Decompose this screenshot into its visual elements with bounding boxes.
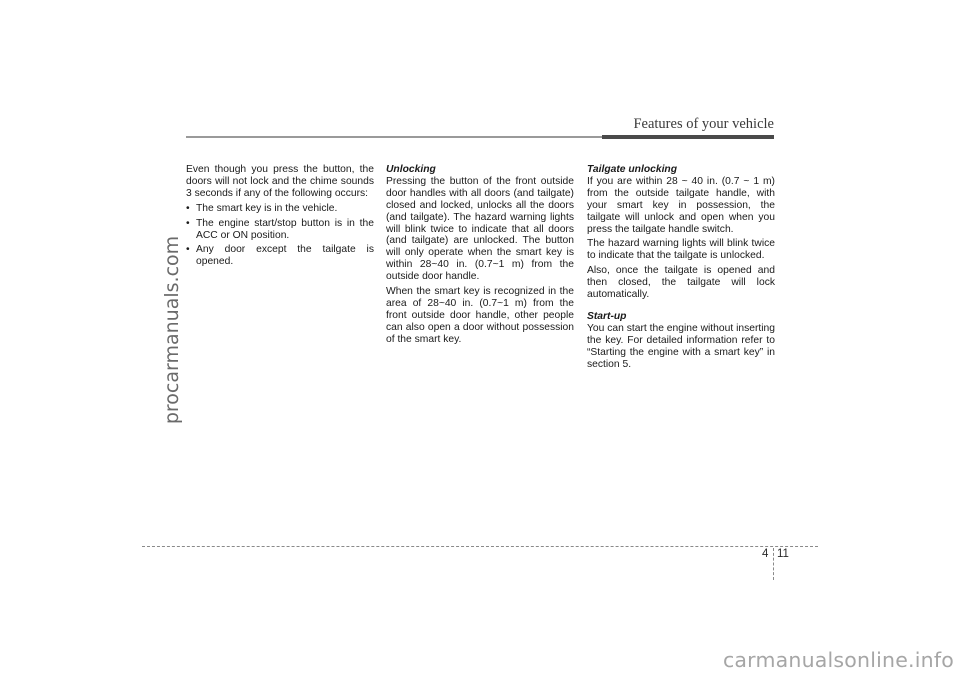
paragraph: When the smart key is recognized in the area of 28~40 in. (0.7~1 m) from the front outside door handle, other people can also open a door without possession of the smart key. — [386, 286, 574, 345]
side-watermark-text: procarmanuals.com — [161, 235, 183, 425]
chapter-number: 4 — [762, 548, 769, 560]
header-rule-accent — [602, 135, 774, 139]
start-up-heading: Start-up — [587, 310, 627, 322]
paragraph: Also, once the tailgate is opened and then closed, the tailgate will lock automatically. — [587, 265, 775, 301]
list-item: • The engine start/stop button is in the ACC or ON position. — [186, 218, 374, 242]
column-2 — [386, 164, 574, 349]
list-item: • The smart key is in the vehicle. — [186, 203, 374, 215]
column-1 — [186, 164, 374, 271]
list-item: • Any door except the tailgate is opened. — [186, 244, 374, 268]
footer-rule — [142, 546, 818, 547]
conditions-list — [186, 203, 374, 269]
section-header-title: Features of your vehicle — [633, 116, 774, 132]
page-number-divider — [773, 548, 774, 580]
paragraph: If you are within 28 ~ 40 in. (0.7 ~ 1 m) from the outside tailgate handle, with your smart key in possession, the tailgate will unlock and open when you press the tailgate handle switch. — [587, 175, 775, 235]
column-3 — [587, 164, 775, 374]
paragraph: Pressing the button of the front outside door handles with all doors (and tailgate) closed and locked, unlocks all the doors (and tailgate). The hazard warning lights will blink twice to indicate that all doors (and tailgate) are unlocked. The button will only operate when the smart key is within 28~40 in. (0.7~1 m) from the outside door handle. — [386, 175, 574, 283]
paragraph: You can start the engine without inserting the key. For detailed information refer to “Starting the engine with a smart key” in section 5. — [587, 322, 775, 370]
paragraph: The hazard warning lights will blink twice to indicate that the tailgate is unlocked. — [587, 238, 775, 262]
unlocking-heading: Unlocking — [386, 164, 436, 175]
intro-paragraph: Even though you press the button, the doors will not lock and the chime sounds 3 seconds if any of the following occurs: — [186, 164, 374, 199]
page-number: 11 — [777, 548, 789, 560]
tailgate-unlocking-heading: Tailgate unlocking — [587, 164, 678, 175]
bottom-watermark: carmanualsonline.info — [722, 648, 954, 672]
